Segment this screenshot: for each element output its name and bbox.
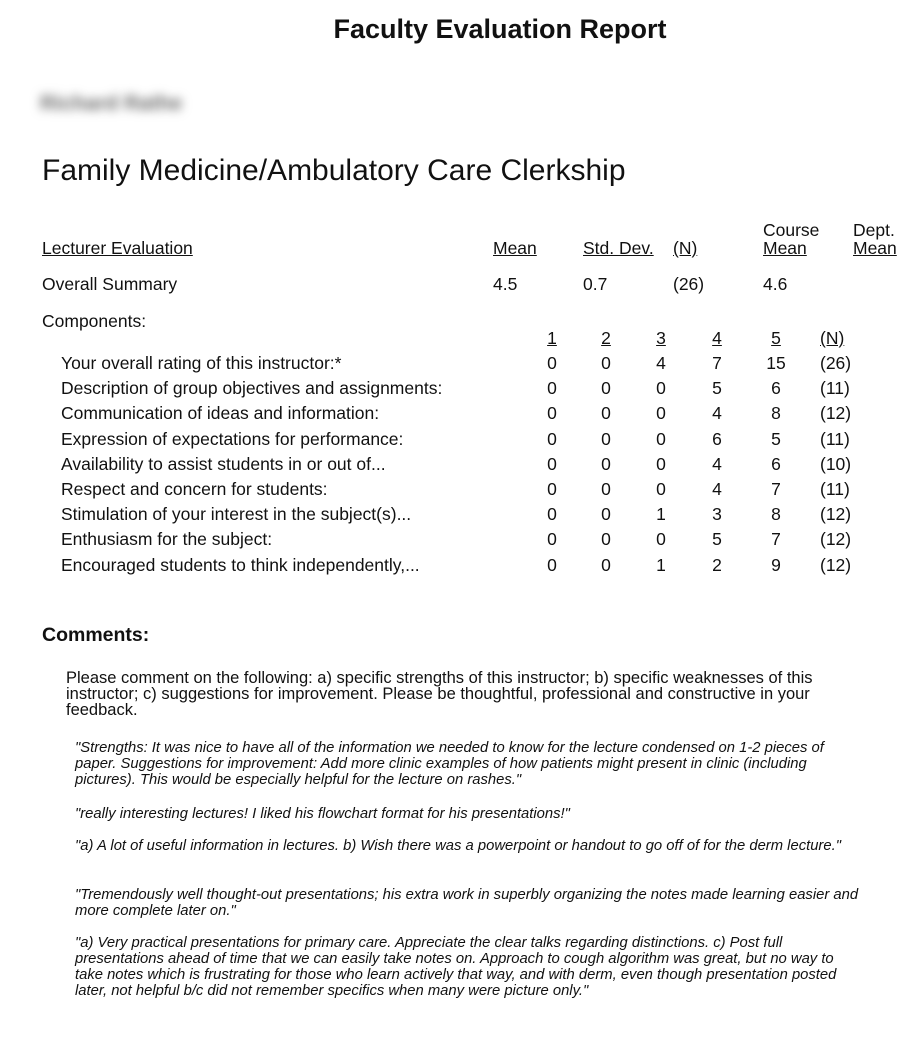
component-count-1: 0 [547,529,557,549]
component-label: Encouraged students to think independently,... [61,555,420,575]
component-count-2: 0 [601,429,611,449]
component-count-3: 0 [656,479,666,499]
rating-col-4: 4 [712,328,722,348]
component-count-3: 0 [656,429,666,449]
components-label: Components: [42,311,147,331]
component-label: Your overall rating of this instructor:* [61,353,342,373]
component-count-3: 0 [656,454,666,474]
header-std-dev: Std. Dev. [583,238,654,258]
component-count-5: 15 [766,353,786,373]
component-count-1: 0 [547,504,557,524]
header-dept-mean-line2: Mean [853,238,897,258]
component-count-5: 6 [771,378,781,398]
component-count-2: 0 [601,479,611,499]
component-count-4: 6 [712,429,722,449]
comments-heading: Comments: [42,624,150,646]
component-count-4: 3 [712,504,722,524]
component-count-5: 8 [771,504,781,524]
component-count-4: 5 [712,378,722,398]
component-count-3: 0 [656,529,666,549]
component-count-3: 1 [656,555,666,575]
component-n: (11) [820,479,850,499]
overall-summary-course-mean: 4.6 [763,274,788,294]
component-count-3: 1 [656,504,666,524]
component-label: Stimulation of your interest in the subject(s)... [61,504,412,524]
component-count-5: 7 [771,479,781,499]
component-count-3: 0 [656,378,666,398]
component-count-1: 0 [547,429,557,449]
header-mean: Mean [493,238,537,258]
comment-2: "really interesting lectures! I liked his flowchart format for his presentations!" [75,806,570,822]
component-count-4: 4 [712,479,722,499]
component-label: Description of group objectives and assignments: [61,378,443,398]
component-count-4: 2 [712,555,722,575]
rating-col-2: 2 [601,328,611,348]
component-count-1: 0 [547,454,557,474]
component-count-2: 0 [601,504,611,524]
component-count-5: 7 [771,529,781,549]
component-count-2: 0 [601,529,611,549]
component-count-4: 5 [712,529,722,549]
header-dept-mean-line1: Dept. [853,220,895,240]
component-count-4: 7 [712,353,722,373]
component-label: Respect and concern for students: [61,479,328,499]
component-label: Expression of expectations for performance: [61,429,404,449]
component-count-5: 8 [771,403,781,423]
component-label: Availability to assist students in or out of... [61,454,386,474]
header-course-mean-line1: Course [763,220,820,240]
component-n: (12) [820,403,852,423]
component-count-5: 6 [771,454,781,474]
header-course-mean-line2: Mean [763,238,807,258]
overall-summary-std-dev: 0.7 [583,274,608,294]
overall-summary-mean: 4.5 [493,274,518,294]
clerkship-title: Family Medicine/Ambulatory Care Clerkship [42,154,626,187]
component-count-2: 0 [601,555,611,575]
component-count-4: 4 [712,403,722,423]
overall-summary-n: (26) [673,274,705,294]
header-lecturer-evaluation: Lecturer Evaluation [42,238,193,258]
component-count-2: 0 [601,353,611,373]
component-n: (11) [820,429,850,449]
overall-summary-label: Overall Summary [42,274,178,294]
component-count-2: 0 [601,403,611,423]
comment-1: "Strengths: It was nice to have all of the information we needed to know for the lecture condensed on 1-2 pieces of paper. Suggestions for improvement: Add more clinic examples of how patients might present in clinic (including pictures). This would be especially helpful for the lecture on rashes." [75,740,824,788]
component-count-5: 5 [771,429,781,449]
comment-4: "Tremendously well thought-out presentations; his extra work in superbly organizing the notes made learning easier and more complete later on." [75,887,859,919]
rating-col-3: 3 [656,328,666,348]
component-n: (10) [820,454,852,474]
component-label: Enthusiasm for the subject: [61,529,273,549]
rating-col-5: 5 [771,328,781,348]
component-count-4: 4 [712,454,722,474]
component-count-1: 0 [547,403,557,423]
component-count-1: 0 [547,479,557,499]
component-count-1: 0 [547,378,557,398]
component-n: (12) [820,529,852,549]
comment-3: "a) A lot of useful information in lectures. b) Wish there was a powerpoint or handout to go off of for the derm lecture." [75,838,841,854]
component-count-5: 9 [771,555,781,575]
component-count-3: 0 [656,403,666,423]
header-n: (N) [673,238,698,258]
component-count-3: 4 [656,353,666,373]
component-count-1: 0 [547,555,557,575]
rating-col-1: 1 [547,328,557,348]
report-title: Faculty Evaluation Report [333,14,667,44]
component-n: (11) [820,378,850,398]
component-count-2: 0 [601,454,611,474]
instructor-name-blurred: Richard Rathe [40,92,183,115]
comment-5: "a) Very practical presentations for primary care. Appreciate the clear talks regarding distinctions. c) Post full presentations ahead of time that we can easily take notes on. Approach to cough algorithm was great, but no way to take notes which is frustrating for those who learn actively that way, and with derm, even though presentation posted later, not helpful b/c did not remember specifics when many were picture only." [75,935,837,999]
component-n: (12) [820,504,852,524]
component-count-1: 0 [547,353,557,373]
component-n: (26) [820,353,852,373]
component-label: Communication of ideas and information: [61,403,380,423]
comments-prompt: Please comment on the following: a) specific strengths of this instructor; b) specific weaknesses of this instructor; c) suggestions for improvement. Please be thoughtful, professional and constructive in your feedback. [66,669,813,719]
component-n: (12) [820,555,852,575]
rating-col-n: (N) [820,328,845,348]
component-count-2: 0 [601,378,611,398]
